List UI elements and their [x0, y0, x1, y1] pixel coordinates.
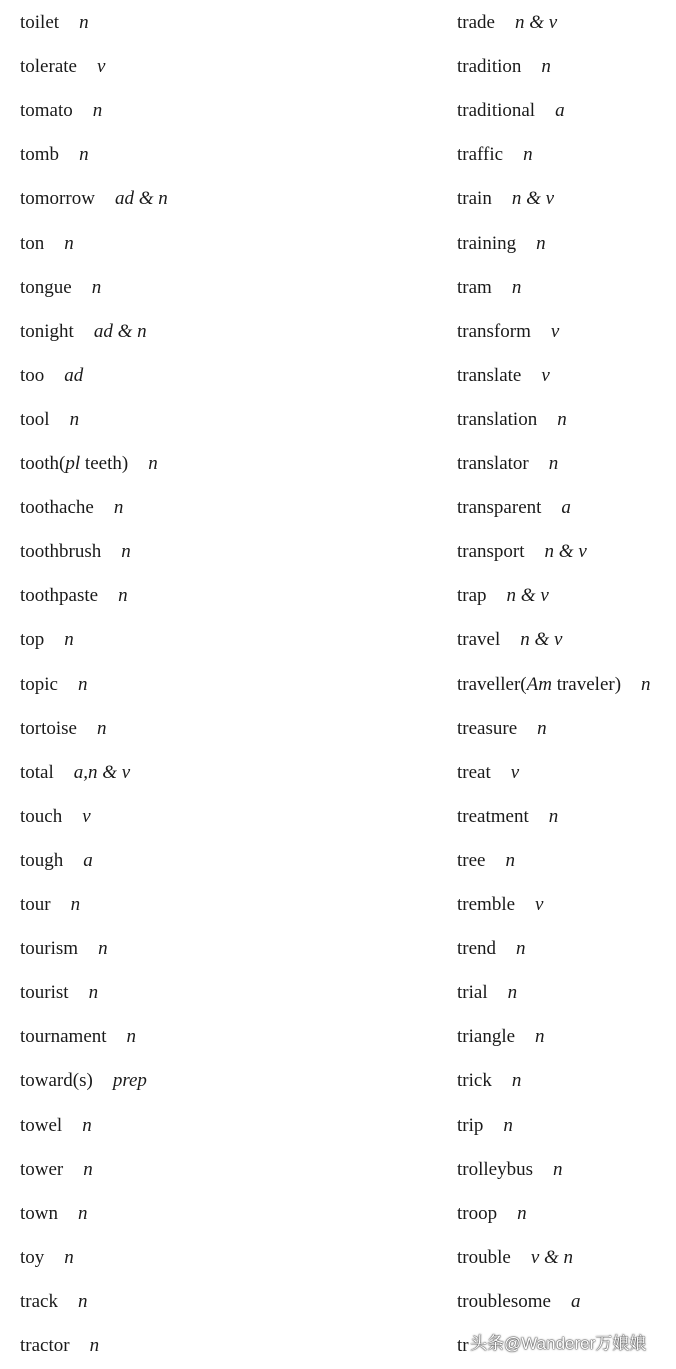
vocab-word-text: trolleybus [457, 1158, 533, 1180]
vocab-word-text: treatment [457, 805, 529, 827]
vocab-word-variant-label: pl [65, 453, 81, 474]
vocab-entry [20, 11, 89, 35]
vocab-word [457, 1291, 551, 1312]
part-of-speech: n [511, 276, 522, 298]
part-of-speech: n [79, 144, 89, 166]
vocab-entry [20, 673, 88, 697]
part-of-speech: n [83, 1158, 93, 1180]
vocab-entry [457, 1025, 545, 1049]
vocab-entry [457, 1158, 563, 1182]
part-of-speech: n [516, 938, 526, 960]
part-of-speech: v [550, 320, 560, 342]
part-of-speech: n & v [506, 585, 549, 607]
vocab-entry [20, 1069, 147, 1093]
vocab-word [457, 762, 491, 783]
vocab-entry [457, 143, 533, 167]
vocab-word-text: training [457, 232, 517, 254]
part-of-speech: n [505, 849, 515, 871]
vocab-word [20, 365, 44, 386]
vocab-entry [457, 232, 546, 256]
vocab-entry [20, 452, 158, 476]
vocab-word-text: trial [457, 982, 488, 1004]
vocab-word [20, 453, 128, 474]
vocab-word [457, 894, 515, 915]
vocab-word-text: tram [457, 276, 492, 298]
vocab-word [457, 718, 517, 739]
part-of-speech: n [511, 1070, 522, 1092]
vocab-word [20, 1159, 63, 1180]
part-of-speech: n [148, 453, 158, 474]
part-of-speech: n & v [514, 12, 558, 33]
vocab-word [457, 806, 529, 827]
vocab-entry [20, 937, 108, 961]
vocab-entry [20, 496, 123, 520]
part-of-speech: v [510, 761, 520, 783]
vocab-word-text: train [457, 188, 492, 210]
vocab-word-text: too [20, 364, 45, 386]
vocab-word-text: toothache [20, 497, 94, 519]
vocab-entry [20, 717, 107, 741]
vocab-word-text: tournament [20, 1026, 107, 1048]
vocab-word [20, 629, 44, 650]
vocab-word [20, 894, 51, 915]
vocab-word-text: toy [20, 1246, 45, 1268]
vocab-word-text: tremble [457, 894, 516, 915]
part-of-speech: n & v [544, 541, 587, 563]
vocab-word-text: transparent [457, 497, 542, 519]
part-of-speech: n [507, 982, 518, 1004]
part-of-speech: n [548, 805, 559, 827]
vocab-entry [457, 11, 557, 35]
vocab-word [20, 144, 59, 165]
vocab-word [20, 233, 44, 254]
vocab-entry [20, 584, 128, 608]
vocab-entry [20, 1334, 99, 1358]
vocab-word-text: traditional [457, 100, 536, 122]
vocab-entry [20, 364, 83, 388]
vocab-word [20, 541, 101, 562]
vocab-word-text: total [20, 761, 54, 783]
part-of-speech: v [82, 805, 91, 827]
vocab-entry [457, 1069, 521, 1093]
part-of-speech: prep [112, 1070, 147, 1092]
vocab-word-text: tour [20, 894, 51, 915]
vocab-word-text: toothbrush [20, 541, 102, 563]
vocab-word [20, 1115, 62, 1136]
vocab-word [457, 982, 488, 1003]
vocab-word-text: trouble [457, 1246, 511, 1268]
vocab-word-text: tool [20, 408, 50, 430]
part-of-speech: n [77, 1290, 88, 1312]
vocab-word-text: tomb [20, 144, 60, 166]
vocab-word [20, 585, 98, 606]
vocab-word [457, 321, 531, 342]
vocab-entry [457, 628, 562, 652]
part-of-speech: n [97, 717, 107, 739]
vocab-word [457, 938, 496, 959]
vocab-word [20, 674, 58, 695]
vocab-entry [457, 408, 567, 432]
watermark: 头条@Wanderer万娘娘 [470, 1334, 647, 1353]
part-of-speech: n [118, 585, 128, 607]
vocab-word [20, 188, 95, 209]
vocab-word [457, 585, 487, 606]
vocab-entry [457, 584, 549, 608]
vocab-entry [457, 1114, 513, 1138]
part-of-speech: n [69, 408, 80, 430]
part-of-speech: n [92, 100, 103, 122]
vocab-entry [457, 717, 547, 741]
vocab-entry [20, 893, 80, 917]
vocab-word-text: treat [457, 761, 491, 783]
part-of-speech: n & v [520, 629, 563, 651]
vocab-word-text: track [20, 1290, 58, 1312]
part-of-speech: v & n [530, 1246, 574, 1268]
vocab-entry [457, 1202, 527, 1226]
vocab-word [20, 497, 94, 518]
vocab-entry [457, 673, 651, 697]
vocab-word-variant-label: Am [526, 673, 552, 695]
vocab-word-text: tooth( [20, 453, 66, 474]
vocab-word-text: trade [457, 12, 495, 33]
vocab-word [20, 762, 54, 783]
part-of-speech: a [570, 1290, 581, 1312]
part-of-speech: a [83, 849, 93, 871]
vocab-word-text: tractor [20, 1335, 70, 1356]
part-of-speech: n [548, 453, 559, 474]
vocab-word [20, 409, 50, 430]
vocab-entry [457, 187, 554, 211]
vocab-word-text: traveller( [457, 673, 527, 695]
vocab-word-text: topic [20, 673, 58, 695]
vocab-entry [20, 320, 147, 344]
vocab-word [457, 1247, 511, 1268]
vocab-word-text: translator [457, 453, 529, 474]
vocab-entry [20, 849, 93, 873]
part-of-speech: n [98, 938, 108, 960]
vocab-word [457, 1070, 492, 1091]
vocab-word [20, 1070, 93, 1091]
vocab-word [457, 1026, 515, 1047]
vocab-word [457, 365, 521, 386]
part-of-speech: n [78, 1202, 88, 1224]
vocab-entry [20, 408, 79, 432]
part-of-speech: n [121, 541, 131, 563]
vocab-word-text: transform [457, 320, 531, 342]
vocab-word [457, 1159, 533, 1180]
vocab-word-text: tough [20, 849, 64, 871]
vocab-entry [20, 1290, 87, 1314]
vocab-word-text: travel [457, 629, 501, 651]
vocab-word [20, 12, 59, 33]
part-of-speech: n [535, 1026, 545, 1048]
vocab-word-text: tolerate [20, 56, 77, 78]
vocab-word-text: tongue [20, 276, 72, 298]
vocab-word [457, 1115, 483, 1136]
vocab-entry [20, 276, 101, 300]
vocab-word-variant: teeth) [80, 453, 129, 474]
vocab-word [457, 233, 516, 254]
vocab-word-text: town [20, 1202, 58, 1224]
vocab-word-text: trend [457, 938, 497, 960]
vocab-entry [457, 761, 519, 785]
part-of-speech: ad [64, 364, 84, 386]
vocab-entry [457, 1246, 573, 1270]
vocab-word-text: tomorrow [20, 188, 95, 210]
vocab-word [457, 674, 621, 695]
vocab-entry [20, 1202, 88, 1226]
vocab-word-text: tourism [20, 938, 79, 960]
vocab-word [457, 56, 521, 77]
vocab-word-text: tourist [20, 982, 69, 1004]
part-of-speech: n [126, 1026, 137, 1048]
part-of-speech: n [64, 232, 74, 254]
vocab-word-text: ton [20, 232, 45, 254]
vocab-word [20, 100, 73, 121]
part-of-speech: n [78, 673, 88, 695]
vocab-word-text: transport [457, 541, 525, 563]
vocab-entry [457, 981, 517, 1005]
vocab-word [20, 1335, 70, 1356]
vocab-word-text: troop [457, 1202, 498, 1224]
vocab-entry [457, 276, 521, 300]
vocab-word [20, 277, 72, 298]
part-of-speech: n [537, 717, 547, 739]
vocab-entry [457, 849, 515, 873]
vocab-word-text: translate [457, 364, 522, 386]
vocab-word [20, 1247, 44, 1268]
vocab-word [457, 188, 492, 209]
part-of-speech: n [641, 673, 651, 695]
vocab-entry [457, 55, 551, 79]
part-of-speech: n [517, 1202, 527, 1224]
part-of-speech: v [541, 364, 550, 386]
vocab-word [20, 1026, 107, 1047]
part-of-speech: n [536, 232, 546, 254]
part-of-speech: n [113, 497, 124, 519]
part-of-speech: n [88, 982, 99, 1004]
vocab-word [20, 850, 63, 871]
vocab-word-text: tr [457, 1335, 469, 1356]
vocab-word [457, 277, 492, 298]
part-of-speech: n [557, 408, 567, 430]
part-of-speech: n [64, 629, 74, 651]
vocab-entry [457, 496, 571, 520]
vocab-word [20, 938, 78, 959]
vocab-entry [20, 805, 91, 829]
vocab-entry [20, 540, 131, 564]
vocab-entry [20, 55, 105, 79]
vocab-entry [457, 99, 565, 123]
part-of-speech: n [70, 894, 81, 915]
vocab-entry [20, 1025, 136, 1049]
vocab-word-text: toward(s) [20, 1070, 93, 1092]
part-of-speech: n [79, 12, 89, 33]
vocab-entry [457, 1334, 469, 1358]
vocab-word [457, 497, 541, 518]
part-of-speech: v [96, 56, 106, 78]
part-of-speech: a [555, 100, 565, 122]
vocab-word-text: trap [457, 585, 487, 607]
vocab-word [20, 806, 62, 827]
part-of-speech: n [91, 276, 102, 298]
vocab-word-text: toothpaste [20, 585, 99, 607]
vocab-word [457, 144, 503, 165]
vocab-entry [20, 1114, 92, 1138]
part-of-speech: n & v [511, 188, 555, 210]
vocab-entry [20, 1246, 74, 1270]
vocab-word [457, 100, 535, 121]
vocab-word [457, 541, 525, 562]
vocab-word-text: touch [20, 805, 63, 827]
vocab-word [457, 409, 537, 430]
vocab-word [20, 718, 77, 739]
part-of-speech: n [89, 1335, 100, 1356]
vocab-entry [457, 320, 559, 344]
vocab-word-text: towel [20, 1114, 63, 1136]
part-of-speech: ad & n [114, 188, 168, 210]
vocab-word-variant: traveler) [551, 673, 622, 695]
vocab-word [457, 453, 529, 474]
part-of-speech: n [503, 1114, 513, 1136]
vocab-entry [457, 1290, 580, 1314]
part-of-speech: n [541, 56, 551, 78]
vocab-word-text: tonight [20, 320, 74, 342]
vocab-entry [20, 143, 89, 167]
part-of-speech: a [561, 497, 571, 519]
vocab-word-text: tower [20, 1158, 64, 1180]
vocab-word [457, 1203, 497, 1224]
vocab-entry [20, 187, 168, 211]
vocab-word-text: tomato [20, 100, 73, 122]
vocab-word-text: tradition [457, 56, 522, 78]
vocab-entry [20, 232, 74, 256]
vocab-entry [457, 452, 558, 476]
vocab-word [20, 1203, 58, 1224]
vocab-word [457, 12, 495, 33]
vocab-word-text: toilet [20, 12, 60, 33]
part-of-speech: n [64, 1246, 74, 1268]
part-of-speech: v [535, 894, 544, 915]
part-of-speech: n [523, 144, 533, 166]
vocab-entry [20, 981, 98, 1005]
vocab-word-text: traffic [457, 144, 504, 166]
vocab-entry [20, 761, 130, 785]
vocab-entry [20, 628, 74, 652]
vocab-word [20, 56, 77, 77]
vocab-word-text: treasure [457, 717, 518, 739]
vocab-word-text: trick [457, 1070, 492, 1092]
vocab-word-text: triangle [457, 1026, 516, 1048]
vocab-word [20, 1291, 58, 1312]
vocab-word-text: tree [457, 849, 486, 871]
vocab-word-text: troublesome [457, 1290, 551, 1312]
vocab-entry [457, 805, 558, 829]
part-of-speech: a,n & v [73, 761, 131, 783]
part-of-speech: n [553, 1158, 563, 1180]
vocab-word-text: tortoise [20, 717, 77, 739]
vocab-word [20, 321, 74, 342]
part-of-speech: n [82, 1114, 92, 1136]
vocab-word-text: top [20, 629, 45, 651]
part-of-speech: ad & n [93, 320, 147, 342]
vocab-entry [20, 99, 102, 123]
vocab-word-text: trip [457, 1114, 484, 1136]
vocab-word-text: translation [457, 408, 538, 430]
vocab-word [457, 850, 485, 871]
vocab-entry [457, 893, 543, 917]
vocab-word [20, 982, 69, 1003]
vocab-word [457, 629, 500, 650]
vocab-entry [457, 364, 550, 388]
vocab-entry [20, 1158, 93, 1182]
vocab-word [457, 1335, 469, 1356]
vocab-entry [457, 540, 587, 564]
vocab-entry [457, 937, 526, 961]
